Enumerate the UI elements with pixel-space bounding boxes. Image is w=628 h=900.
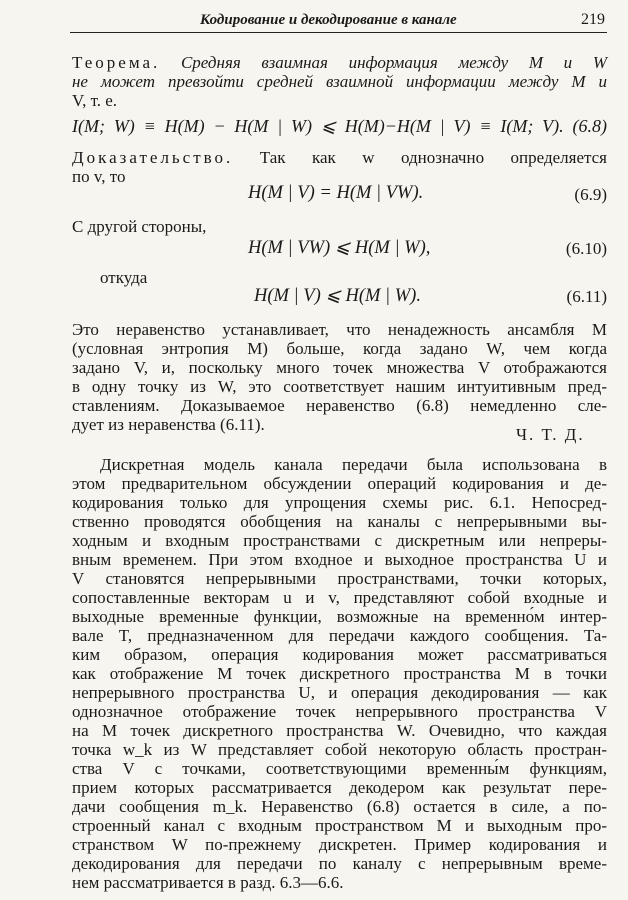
paragraph-line: сопоставленные векторам u и v, представляют собой входные и: [72, 588, 607, 607]
paragraph-line: ставлениям. Доказываемое неравенство (6.8) немедленно сле-: [72, 396, 607, 415]
proof-line-2: по v, то: [72, 167, 126, 186]
paragraph-line: выходные временные функции, возможные на временно́м интер-: [72, 607, 607, 626]
running-header-title: Кодирование и декодирование в канале: [200, 12, 457, 28]
paragraph-line: вным временем. При этом входное и выходное пространства U и: [72, 550, 607, 569]
paragraph-line: дует из неравенства (6.11).: [72, 415, 265, 434]
paragraph-line: однозначное отображение точек непрерывного пространства V: [72, 702, 607, 721]
theorem-statement-start: Средняя взаимная информация между M и W: [180, 53, 608, 72]
paragraph-line: декодирования для передачи по каналу с непрерывным време-: [72, 854, 607, 873]
proof-label: Доказательство.: [72, 148, 234, 167]
theorem-label: Теорема.: [72, 53, 161, 72]
paragraph-line: ственно проводятся обобщения на каналы с непрерывными вы-: [72, 512, 607, 531]
equation-6-10: H(M | VW) ⩽ H(M | W),: [248, 238, 431, 258]
paragraph-line: кодирования только для упрощения схемы рис. 6.1. Непосред-: [72, 493, 607, 512]
paragraph-line: прием которых рассматривается декодером как результат пере-: [72, 778, 607, 797]
theorem-line-3: V, т. е.: [72, 91, 118, 110]
page-number: 219: [581, 11, 605, 28]
paragraph-line: ходным и входным пространствами с дискретным или непреры-: [72, 531, 607, 550]
proof-text: Так как w однозначно определяется: [259, 148, 608, 167]
paragraph-line: строенный канал с входным пространством M и выходным про-: [72, 816, 607, 835]
theorem-line-2: не может превзойти средней взаимной информации между M и: [72, 72, 607, 91]
paragraph-line: этом предварительном обсуждении операций кодирования и де-: [72, 474, 607, 493]
theorem-line-1: [72, 53, 607, 72]
paragraph-line: Дискретная модель канала передачи была использована в: [100, 455, 607, 474]
paragraph-line: точка w_k из W представляет собой некоторую область простран-: [72, 740, 607, 759]
paragraph-line: (условная энтропия M) больше, когда задано W, чем когда: [72, 339, 607, 358]
equation-6-8: I(M; W) ≡ H(M) − H(M | W) ⩽ H(M)−H(M | V) ≡ I(M; V). (6.8): [72, 116, 607, 136]
running-header: [70, 6, 607, 33]
equation-6-9-number: (6.9): [574, 185, 607, 204]
equation-6-9: H(M | V) = H(M | VW).: [248, 183, 424, 203]
paragraph-line: ства V с точками, соответствующими временны́м функциям,: [72, 759, 607, 778]
paragraph-line: нем рассматривается в разд. 6.3—6.6.: [72, 873, 344, 892]
whence-text: откуда: [100, 268, 148, 287]
qed-mark: Ч. Т. Д.: [516, 425, 585, 444]
proof-line-1: [72, 148, 607, 167]
paragraph-line: V становятся непрерывными пространствами, точки которых,: [72, 569, 607, 588]
other-side-text: С другой стороны,: [72, 217, 207, 236]
paragraph-line: как отображение M точек дискретного пространства M в точки: [72, 664, 607, 683]
paragraph-line: задано V, и, поскольку много точек множества V отображаются: [72, 358, 607, 377]
paragraph-line: непрерывного пространства U, и операция декодирования — как: [72, 683, 607, 702]
equation-6-11-number: (6.11): [566, 287, 607, 306]
paragraph-line: в одну точку из W, это соответствует нашим интуитивным пред-: [72, 377, 607, 396]
paragraph-line: на M точек дискретного пространства W. Очевидно, что каждая: [72, 721, 607, 740]
paragraph-line: вале T, предназначенном для передачи каждого сообщения. Та-: [72, 626, 607, 645]
paragraph-line: Это неравенство устанавливает, что ненадежность ансамбля M: [72, 320, 607, 339]
paragraph-line: ким образом, операция кодирования может рассматриваться: [72, 645, 607, 664]
paragraph-line: странством W по-прежнему дискретен. Пример кодирования и: [72, 835, 607, 854]
equation-6-10-number: (6.10): [565, 239, 607, 258]
equation-6-11: H(M | V) ⩽ H(M | W).: [254, 286, 421, 306]
paragraph-line: дачи сообщения m_k. Неравенство (6.8) остается в силе, а по-: [72, 797, 607, 816]
